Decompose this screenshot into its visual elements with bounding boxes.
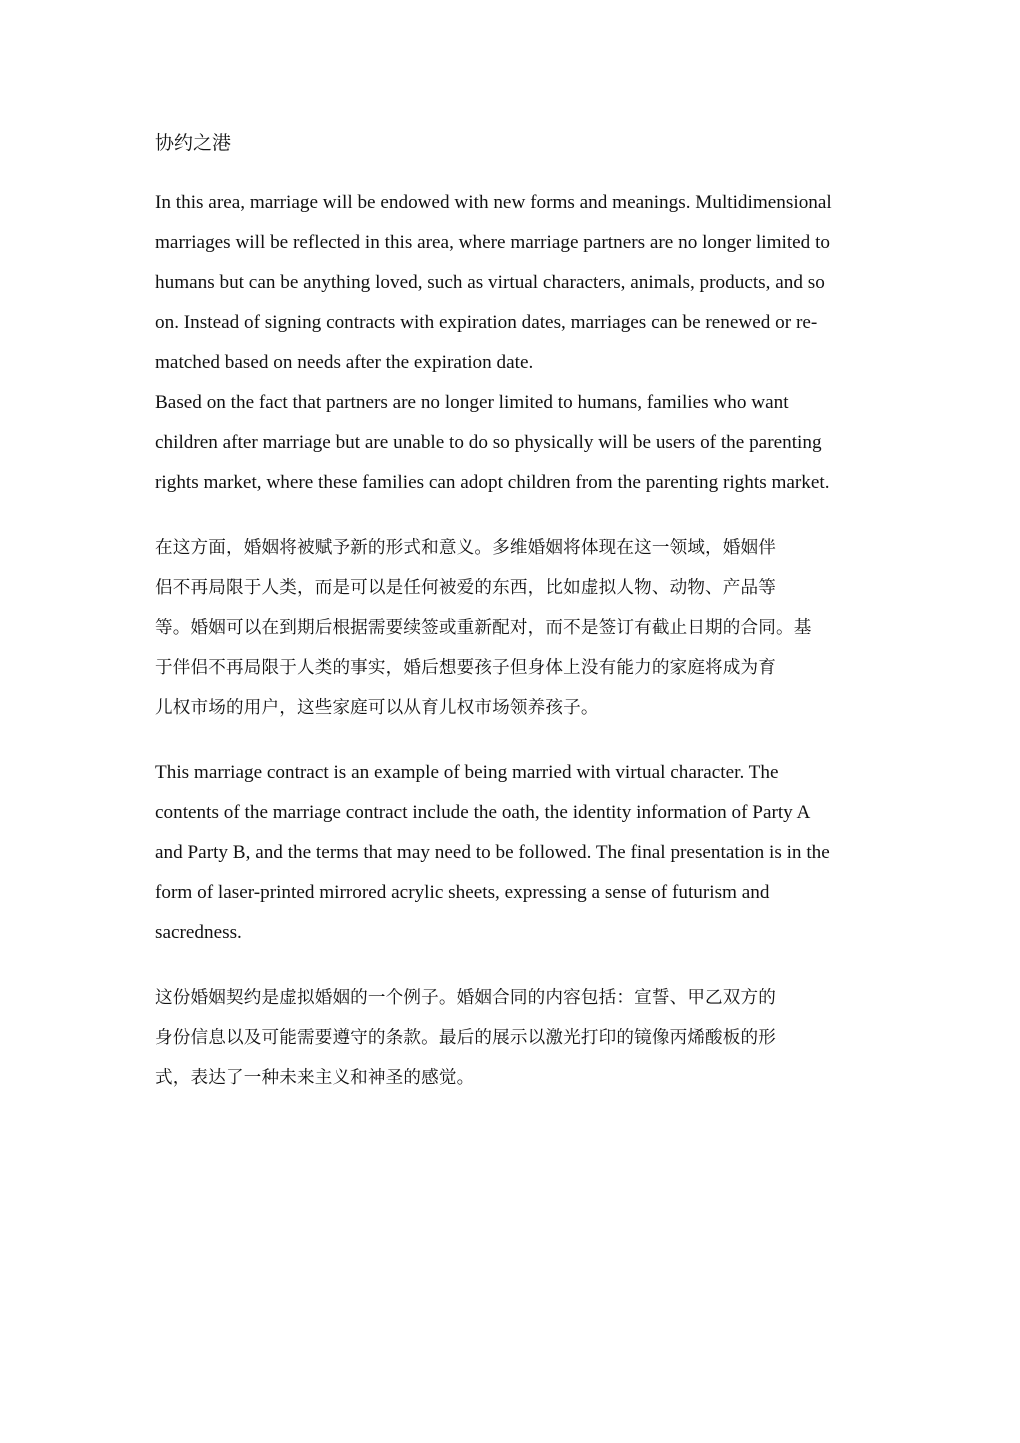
text-line: 在这方面，婚姻将被赋予新的形式和意义。多维婚姻将体现在这一领域，婚姻伴 — [155, 538, 777, 558]
chinese-paragraph-1 — [155, 528, 870, 728]
text-line: marriages will be reflected in this area, where marriage partners are no longer limited to — [155, 232, 831, 253]
english-paragraph-2 — [155, 753, 885, 953]
document-title: 协约之港 — [155, 132, 232, 154]
text-line: 儿权市场的用户，这些家庭可以从育儿权市场领养孩子。 — [155, 698, 599, 718]
text-line: humans but can be anything loved, such as virtual characters, animals, products, and so — [155, 272, 825, 293]
text-line: and Party B, and the terms that may need to be followed. The final presentation is in the — [155, 842, 830, 863]
text-line: rights market, where these families can adopt children from the parenting rights market. — [155, 472, 830, 493]
text-line: In this area, marriage will be endowed with new forms and meanings. Multidimensional — [155, 192, 832, 213]
text-line: 这份婚姻契约是虚拟婚姻的一个例子。婚姻合同的内容包括：宣誓、甲乙双方的 — [155, 988, 777, 1008]
text-line: form of laser-printed mirrored acrylic sheets, expressing a sense of futurism and — [155, 882, 770, 903]
text-line: 侣不再局限于人类，而是可以是任何被爱的东西，比如虚拟人物、动物、产品等 — [155, 578, 777, 598]
text-line: children after marriage but are unable to do so physically will be users of the parenting — [155, 432, 822, 453]
text-line: Based on the fact that partners are no longer limited to humans, families who want — [155, 392, 789, 413]
text-line: 等。婚姻可以在到期后根据需要续签或重新配对，而不是签订有截止日期的合同。基 — [155, 618, 812, 638]
chinese-paragraph-2 — [155, 978, 870, 1098]
english-paragraph-1 — [155, 183, 885, 503]
text-line: 于伴侣不再局限于人类的事实，婚后想要孩子但身体上没有能力的家庭将成为育 — [155, 658, 777, 678]
text-line: 身份信息以及可能需要遵守的条款。最后的展示以激光打印的镜像丙烯酸板的形 — [155, 1028, 777, 1048]
text-line: contents of the marriage contract include the oath, the identity information of Party A — [155, 802, 811, 823]
text-line: sacredness. — [155, 922, 242, 943]
text-line: matched based on needs after the expiration date. — [155, 352, 534, 373]
text-line: on. Instead of signing contracts with expiration dates, marriages can be renewed or re- — [155, 312, 818, 333]
text-line: This marriage contract is an example of being married with virtual character. The — [155, 762, 779, 783]
text-line: 式，表达了一种未来主义和神圣的感觉。 — [155, 1068, 475, 1088]
